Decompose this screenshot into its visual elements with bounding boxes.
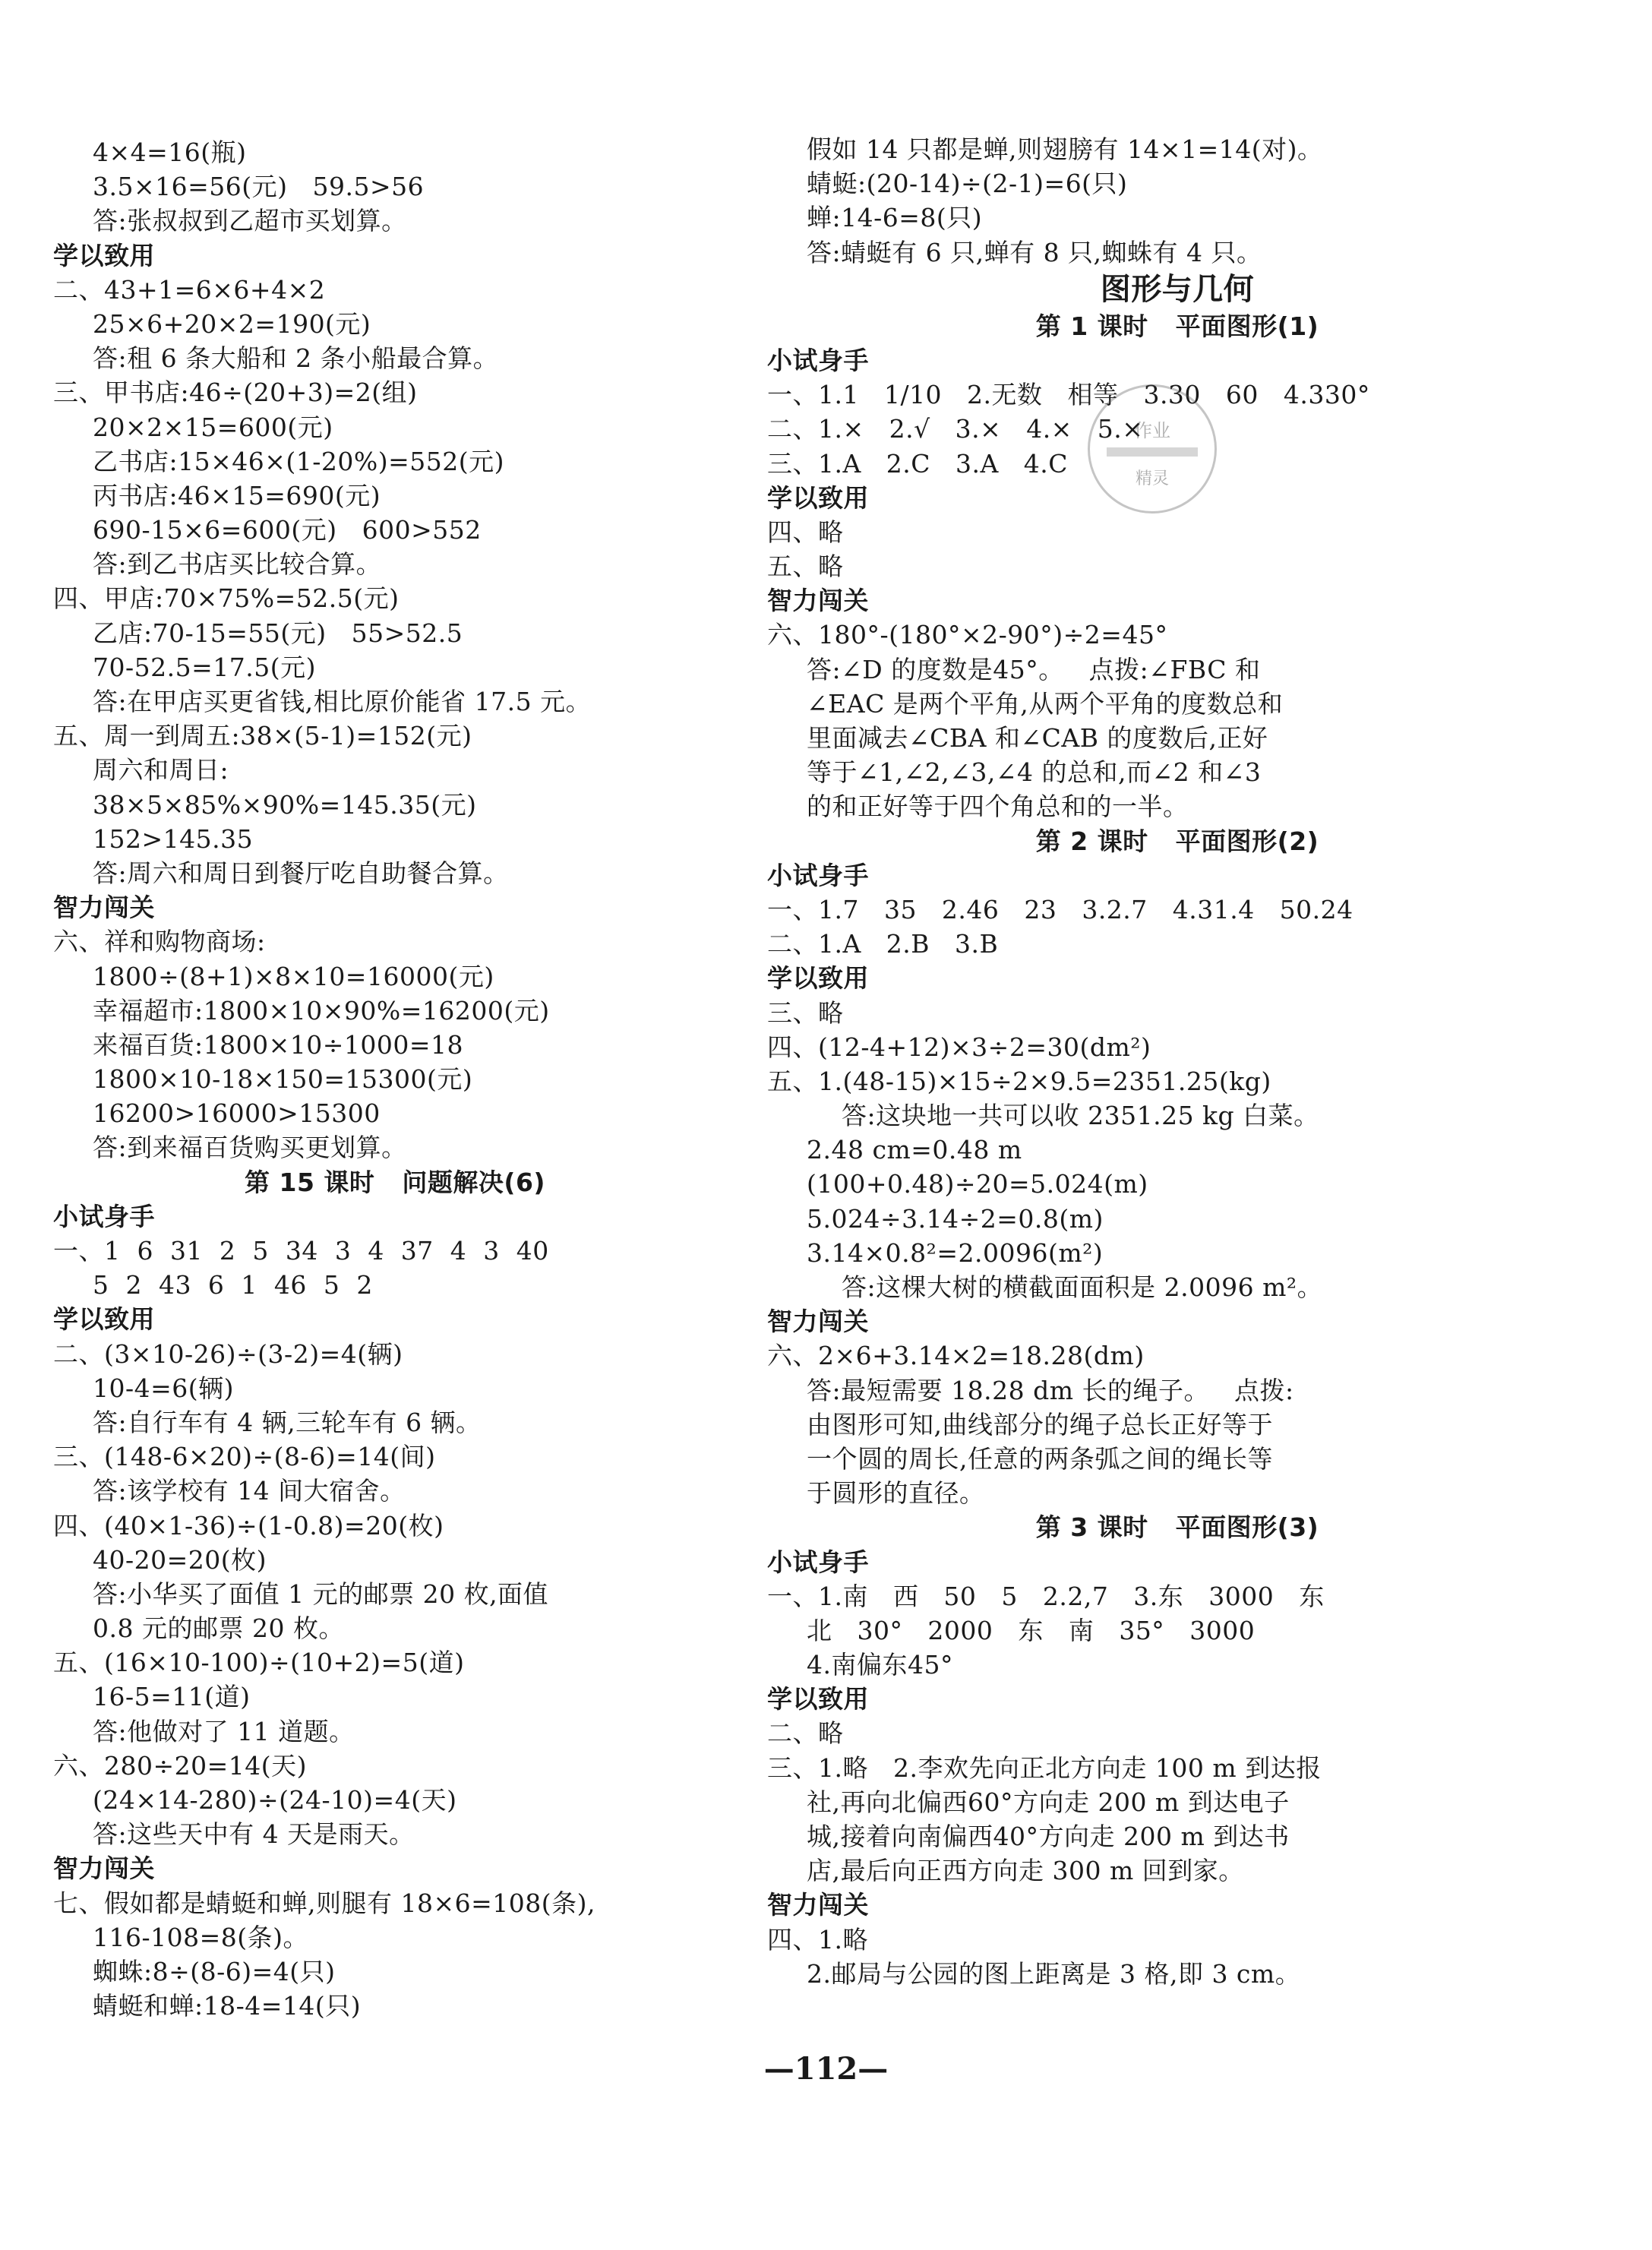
answer-line: 丙书店:46×15=690(元) — [93, 480, 381, 510]
answer-line: 的和正好等于四个角总和的一半。 — [807, 792, 1189, 822]
section-heading: 学以致用 — [767, 1684, 869, 1714]
answer-line: 一、1.南 西 50 5 2.2,7 3.东 3000 东 — [767, 1581, 1325, 1611]
answer-line: 答:这块地一共可以收 2351.25 kg 白菜。 — [842, 1101, 1319, 1131]
answer-line: (100+0.48)÷20=5.024(m) — [807, 1169, 1148, 1199]
answer-line: 答:到乙书店买比较合算。 — [93, 549, 382, 580]
answer-line: 答:最短需要 18.28 dm 长的绳子。 点拨: — [807, 1375, 1294, 1405]
answer-line: 店,最后向正西方向走 300 m 回到家。 — [807, 1856, 1244, 1886]
answer-line: 16-5=11(道) — [93, 1682, 251, 1712]
answer-line: 蝉:14-6=8(只) — [807, 203, 983, 233]
answer-line: 0.8 元的邮票 20 枚。 — [93, 1613, 344, 1644]
answer-line: 答:该学校有 14 间大宿舍。 — [93, 1476, 406, 1506]
answer-line: 六、祥和购物商场: — [53, 927, 266, 957]
answer-line: 答:周六和周日到餐厅吃自助餐合算。 — [93, 858, 509, 888]
answer-line: 来福百货:1800×10÷1000=18 — [93, 1029, 464, 1060]
left-column — [53, 135, 737, 2023]
answer-line: ∠EAC 是两个平角,从两个平角的度数总和 — [807, 688, 1284, 719]
watermark-stamp — [1088, 384, 1217, 514]
answer-line: 三、(148-6×20)÷(8-6)=14(间) — [53, 1442, 436, 1472]
answer-line: 答:租 6 条大船和 2 条小船最合算。 — [93, 343, 499, 374]
answer-line: 四、(40×1-36)÷(1-0.8)=20(枚) — [53, 1510, 444, 1541]
section-heading: 小试身手 — [767, 345, 869, 375]
answer-line: 690-15×6=600(元) 600>552 — [93, 515, 482, 545]
answer-line: 答:这些天中有 4 天是雨天。 — [93, 1819, 415, 1850]
answer-line: (24×14-280)÷(24-10)=4(天) — [93, 1785, 457, 1815]
lesson-title: 第 1 课时 平面图形(1) — [1035, 311, 1319, 341]
answer-line: 20×2×15=600(元) — [93, 412, 333, 442]
answer-line: 答:∠D 的度数是45°。 点拨:∠FBC 和 — [807, 654, 1261, 684]
answer-line: 16200>16000>15300 — [93, 1098, 381, 1129]
answer-line: 假如 14 只都是蝉,则翅膀有 14×1=14(对)。 — [807, 134, 1323, 164]
section-heading: 学以致用 — [767, 482, 869, 513]
answer-line: 周六和周日: — [93, 755, 229, 785]
answer-line: 六、2×6+3.14×2=18.28(dm) — [767, 1341, 1145, 1371]
lesson-title: 第 3 课时 平面图形(3) — [1035, 1512, 1319, 1543]
answer-line: 答:在甲店买更省钱,相比原价能省 17.5 元。 — [93, 687, 592, 716]
section-heading: 智力闯关 — [767, 1890, 869, 1920]
answer-line: 答:自行车有 4 辆,三轮车有 6 辆。 — [93, 1407, 482, 1437]
answer-line: 里面减去∠CBA 和∠CAB 的度数后,正好 — [807, 723, 1268, 753]
answer-line: 二、43+1=6×6+4×2 — [53, 274, 326, 305]
answer-line: 蜻蜓:(20-14)÷(2-1)=6(只) — [807, 169, 1128, 199]
answer-line: 答:小华买了面值 1 元的邮票 20 枚,面值 — [93, 1578, 549, 1609]
chapter-title: 图形与几何 — [1100, 271, 1255, 307]
answer-line: 4×4=16(瓶) — [93, 137, 247, 167]
answer-line: 幸福超市:1800×10×90%=16200(元) — [93, 995, 550, 1025]
answer-line: 三、甲书店:46÷(20+3)=2(组) — [53, 378, 418, 408]
answer-line: 二、略 — [767, 1718, 844, 1749]
lesson-title: 第 15 课时 问题解决(6) — [245, 1167, 545, 1197]
answer-line: 40-20=20(枚) — [93, 1544, 267, 1575]
answer-line: 152>145.35 — [93, 823, 254, 854]
answer-line: 四、1.略 — [767, 1924, 868, 1955]
answer-line: 二、(3×10-26)÷(3-2)=4(辆) — [53, 1338, 403, 1369]
stamp-bottom-text: 精灵 — [1135, 469, 1169, 488]
answer-line: 3.14×0.8²=2.0096(m²) — [807, 1237, 1104, 1268]
answer-line: 一、1 6 31 2 5 34 3 4 37 4 3 40 — [53, 1236, 549, 1266]
stamp-top-text: 作业 — [1134, 420, 1170, 441]
answer-line: 2.邮局与公园的图上距离是 3 格,即 3 cm。 — [807, 1958, 1301, 1989]
answer-line: 于圆形的直径。 — [807, 1478, 985, 1509]
answer-line: 1800÷(8+1)×8×10=16000(元) — [93, 961, 494, 991]
answer-line: 三、略 — [767, 997, 844, 1028]
answer-line: 蜘蛛:8÷(8-6)=4(只) — [93, 1956, 336, 1986]
section-heading: 小试身手 — [767, 1547, 869, 1577]
section-heading: 学以致用 — [53, 1304, 155, 1335]
answer-line: 三、1.A 2.C 3.A 4.C — [767, 448, 1069, 479]
answer-line: 答:他做对了 11 道题。 — [93, 1716, 355, 1746]
answer-line: 五、(16×10-100)÷(10+2)=5(道) — [53, 1648, 465, 1678]
answer-line: 5 2 43 6 1 46 5 2 — [93, 1270, 373, 1300]
answer-line: 一、1.1 1/10 2.无数 相等 3.30 60 4.330° — [767, 380, 1370, 410]
answer-line: 25×6+20×2=190(元) — [93, 308, 371, 339]
answer-line: 二、1.× 2.√ 3.× 4.× 5.× — [767, 414, 1144, 444]
answer-line: 六、180°-(180°×2-90°)÷2=45° — [767, 620, 1168, 650]
answer-line: 2.48 cm=0.48 m — [807, 1135, 1022, 1165]
answer-line: 由图形可知,曲线部分的绳子总长正好等于 — [807, 1409, 1273, 1439]
answer-line: 七、假如都是蜻蜓和蝉,则腿有 18×6=108(条), — [53, 1888, 595, 1918]
answer-line: 社,再向北偏西60°方向走 200 m 到达电子 — [807, 1787, 1290, 1817]
answer-line: 70-52.5=17.5(元) — [93, 652, 316, 682]
answer-line: 乙店:70-15=55(元) 55>52.5 — [93, 618, 463, 648]
answer-line: 116-108=8(条)。 — [93, 1922, 309, 1952]
answer-line: 5.024÷3.14÷2=0.8(m) — [807, 1203, 1104, 1234]
answer-line: 城,接着向南偏西40°方向走 200 m 到达书 — [807, 1822, 1290, 1851]
answer-line: 四、(12-4+12)×3÷2=30(dm²) — [767, 1032, 1151, 1062]
answer-line: 4.南偏东45° — [807, 1650, 953, 1680]
answer-line: 五、略 — [767, 551, 844, 582]
answer-line: 蜻蜓和蝉:18-4=14(只) — [93, 1991, 362, 2021]
answer-line: 四、略 — [767, 517, 844, 547]
answer-line: 10-4=6(辆) — [93, 1373, 235, 1403]
answer-line: 答:到来福百货购买更划算。 — [93, 1133, 407, 1163]
answer-line: 一个圆的周长,任意的两条弧之间的绳长等 — [807, 1443, 1273, 1474]
section-heading: 学以致用 — [767, 963, 869, 994]
answer-line: 二、1.A 2.B 3.B — [767, 929, 999, 959]
answer-line: 答:蜻蜓有 6 只,蝉有 8 只,蜘蛛有 4 只。 — [807, 237, 1262, 267]
section-heading: 智力闯关 — [53, 893, 155, 923]
section-heading: 小试身手 — [767, 860, 869, 890]
answer-line: 1800×10-18×150=15300(元) — [93, 1064, 473, 1095]
answer-line: 一、1.7 35 2.46 23 3.2.7 4.31.4 50.24 — [767, 894, 1354, 924]
section-heading: 智力闯关 — [53, 1853, 155, 1884]
answer-line: 答:张叔叔到乙超市买划算。 — [93, 206, 407, 236]
section-heading: 小试身手 — [53, 1201, 155, 1231]
answer-line: 答:这棵大树的横截面面积是 2.0096 m²。 — [842, 1272, 1323, 1302]
answer-line: 北 30° 2000 东 南 35° 3000 — [807, 1615, 1256, 1645]
answer-line: 六、280÷20=14(天) — [53, 1750, 308, 1781]
section-heading: 智力闯关 — [767, 586, 869, 616]
page-number: —112— — [763, 2051, 889, 2087]
answer-line: 五、周一到周五:38×(5-1)=152(元) — [53, 721, 472, 751]
answer-line: 乙书店:15×46×(1-20%)=552(元) — [93, 446, 505, 476]
answer-line: 三、1.略 2.李欢先向正北方向走 100 m 到达报 — [767, 1752, 1322, 1783]
lesson-title: 第 2 课时 平面图形(2) — [1035, 826, 1319, 856]
stamp-bar — [1107, 447, 1198, 457]
answer-line: 38×5×85%×90%=145.35(元) — [93, 789, 477, 820]
answer-line: 等于∠1,∠2,∠3,∠4 的总和,而∠2 和∠3 — [807, 757, 1262, 788]
section-heading: 智力闯关 — [767, 1307, 869, 1337]
section-heading: 学以致用 — [53, 240, 155, 270]
answer-line: 四、甲店:70×75%=52.5(元) — [53, 583, 400, 614]
answer-line: 3.5×16=56(元) 59.5>56 — [93, 172, 425, 202]
answer-line: 五、1.(48-15)×15÷2×9.5=2351.25(kg) — [767, 1066, 1271, 1096]
